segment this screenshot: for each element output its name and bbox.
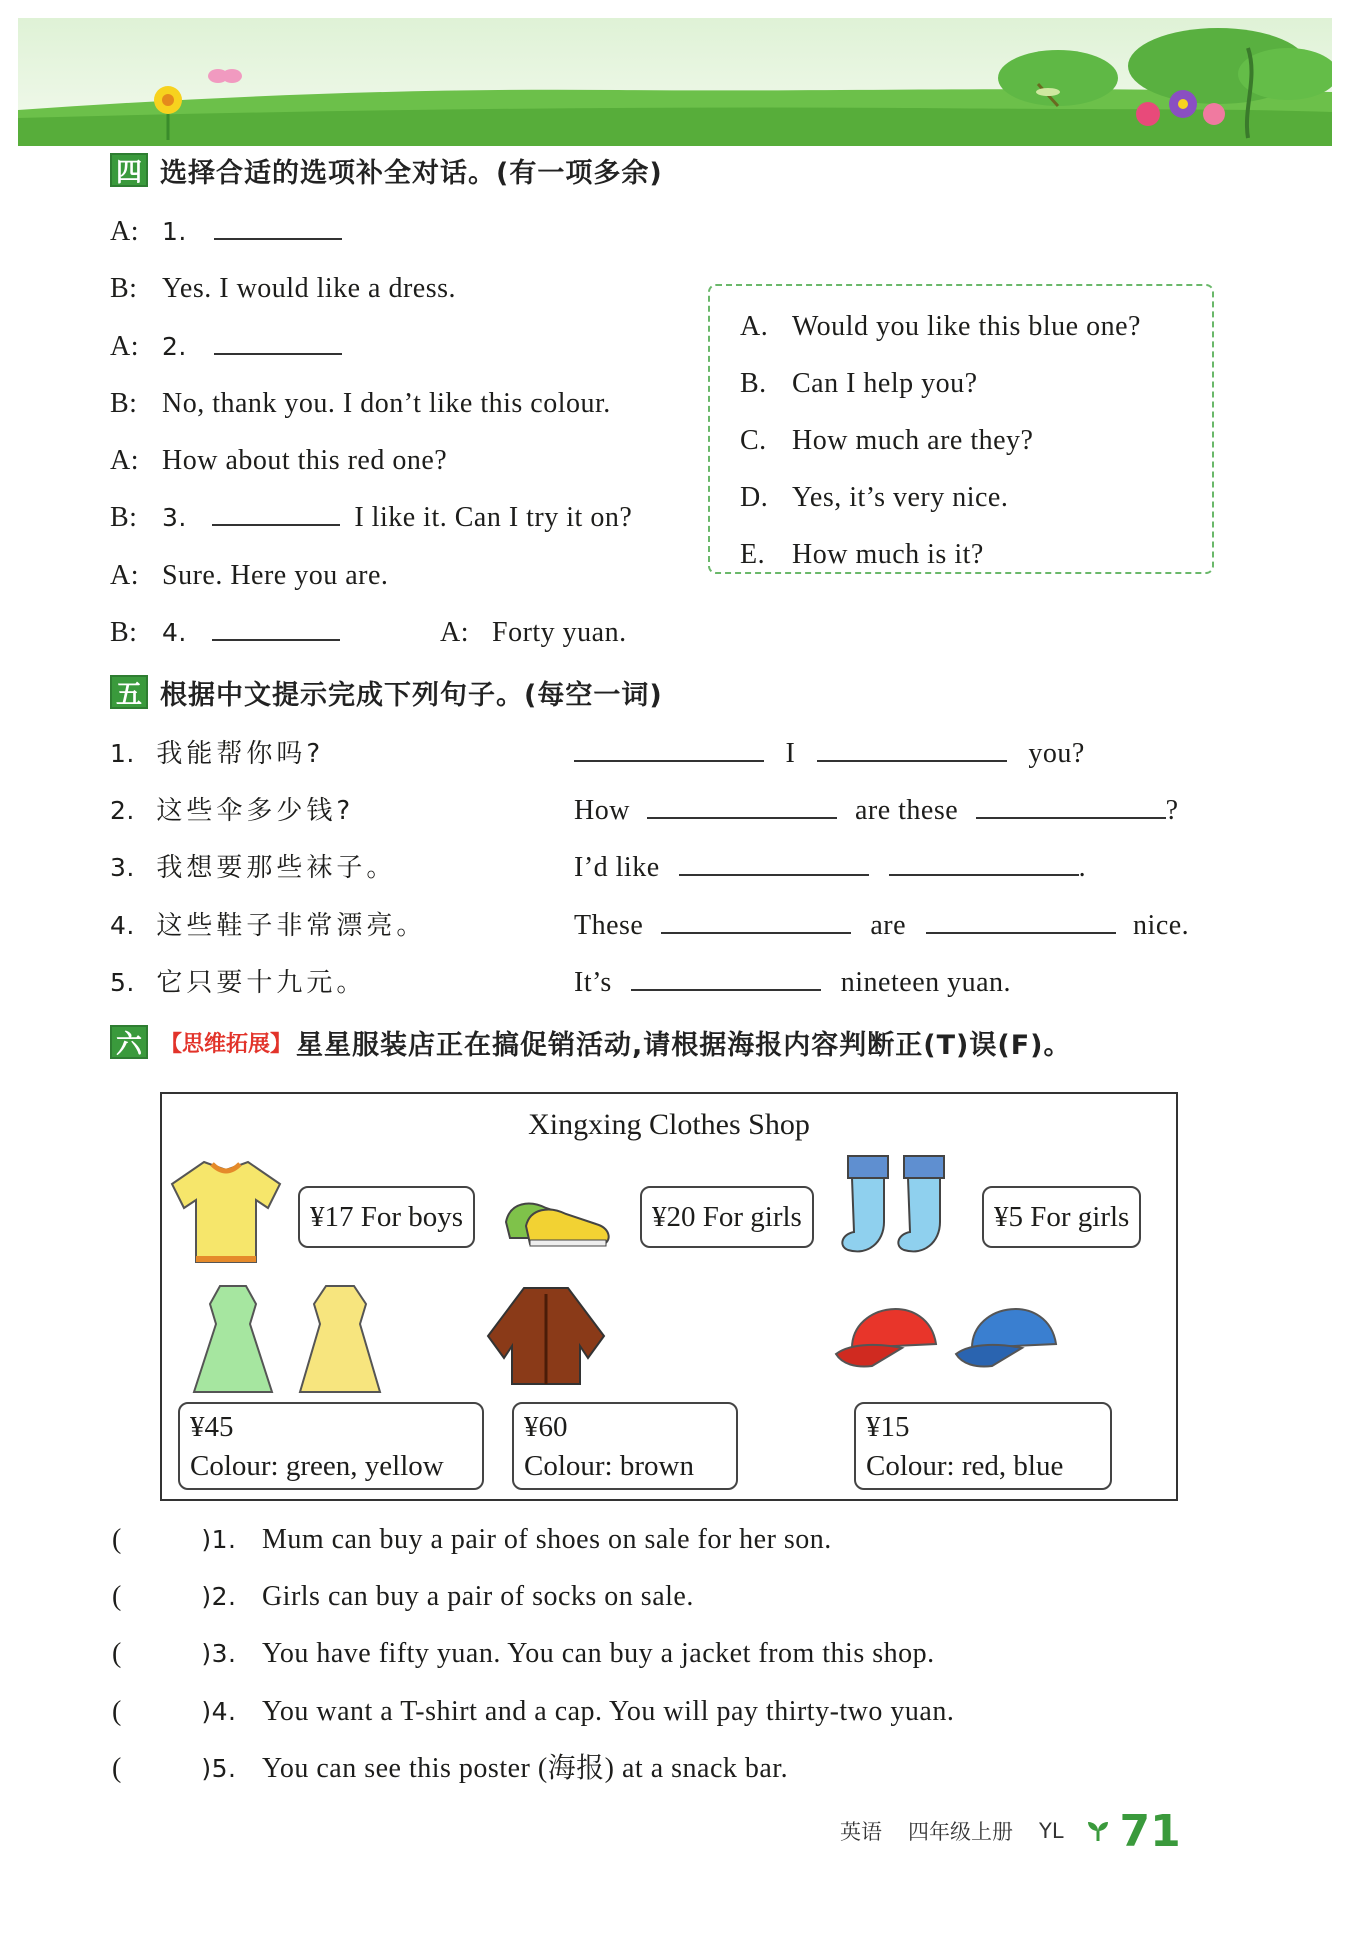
jacket-price: ¥60 [524,1411,568,1443]
section6-header [110,1022,1072,1062]
tf-item-5: ( )5. You can see this poster (海报) at a snack bar. [112,1753,789,1784]
section5-header [110,672,663,712]
footer-grade: 四年级上册 [908,1820,1013,1844]
sentence-item-1: 1. 我能帮你吗? [110,739,325,769]
sprout-icon [1086,1819,1110,1843]
sentence-english-2: How are these ? [574,795,1179,826]
tf-item-3: ( )3. You have fifty yuan. You can buy a jacket from this shop. [112,1638,935,1669]
page-number: 71 [1119,1805,1181,1857]
word-blank[interactable] [574,736,764,762]
answer-blank-2[interactable] [214,329,342,355]
dialog-line-1 [110,212,342,252]
grass-banner [18,18,1332,146]
blank-number: 4. [162,618,187,647]
sentence-english-3: I’d like . [574,852,1087,883]
word-blank[interactable] [926,908,1116,934]
tf-item-2: ( )2. Girls can buy a pair of socks on sale. [112,1581,694,1612]
dialog-text: Forty yuan. [492,617,627,648]
footer-edition: YL [1039,1819,1064,1843]
dress-info-bubble [178,1402,484,1490]
chinese-prompt: 它只要十九元。 [156,968,367,998]
tshirt-icon [168,1152,284,1268]
butterfly-icon [208,69,242,83]
dress-price: ¥45 [190,1411,234,1443]
footer-subject: 英语 [840,1820,882,1844]
blank-number: 1. [162,217,187,246]
poster-title: Xingxing Clothes Shop [528,1108,810,1141]
sentence-item-4: 4. 这些鞋子非常漂亮。 [110,911,427,941]
tshirt-price-bubble: ¥17 For boys [298,1186,475,1248]
dress-colour: Colour: green, yellow [190,1450,444,1482]
word-blank[interactable] [679,850,869,876]
dialog-text: Yes. I would like a dress. [162,273,457,304]
speaker-label: A: [110,216,139,247]
socks-price-bubble: ¥5 For girls [982,1186,1141,1248]
word-blank[interactable] [817,736,1007,762]
dialog-line-7 [110,556,388,596]
speaker-label: B: [110,502,138,533]
sentence-english-4: These are nice. [574,910,1190,941]
jacket-info-bubble [512,1402,738,1490]
sneakers-icon [500,1182,624,1252]
section6-title: 星星服装店正在搞促销活动,请根据海报内容判断正(T)误(F)。 [296,1029,1072,1061]
dialog-text: How about this red one? [162,445,448,476]
sentence-item-5: 5. 它只要十九元。 [110,968,367,998]
cap-price: ¥15 [866,1411,910,1443]
section5-number: 五 [110,675,148,709]
word-blank[interactable] [647,793,837,819]
dresses-icon [180,1280,400,1398]
speaker-label: B: [110,388,138,419]
section4-title: 选择合适的选项补全对话。(有一项多余) [160,157,663,189]
tf-item-4: ( )4. You want a T-shirt and a cap. You will pay thirty-two yuan. [112,1696,955,1727]
section4-header [110,150,663,190]
option-c[interactable]: C. How much are they? [740,425,1034,456]
chinese-prompt: 我想要那些袜子。 [156,853,397,883]
word-blank[interactable] [661,908,851,934]
option-e[interactable]: E. How much is it? [740,539,984,570]
dialog-line-8 [110,613,340,653]
caps-icon [832,1282,1082,1382]
word-blank[interactable] [631,965,821,991]
option-a[interactable]: A. Would you like this blue one? [740,311,1141,342]
option-d[interactable]: D. Yes, it’s very nice. [740,482,1009,513]
dialog-line-6 [110,498,632,538]
answer-blank-1[interactable] [214,214,342,240]
dialog-line-3 [110,327,342,367]
chinese-prompt: 我能帮你吗? [156,739,325,769]
socks-icon [838,1152,958,1262]
shop-poster [160,1092,1178,1501]
shoes-price-bubble: ¥20 For girls [640,1186,814,1248]
word-blank[interactable] [976,793,1166,819]
page-footer [840,1806,1181,1856]
speaker-label: A: [110,445,139,476]
section6-number: 六 [110,1025,148,1059]
section4-number: 四 [110,153,148,187]
blank-number: 2. [162,332,187,361]
speaker-label: A: [110,560,139,591]
speaker-label: B: [110,273,138,304]
cap-info-bubble [854,1402,1112,1490]
word-blank[interactable] [889,850,1079,876]
jacket-icon [484,1280,608,1390]
cap-colour: Colour: red, blue [866,1450,1064,1482]
dialog-reply [440,613,627,653]
section6-tag: 【思维拓展】 [160,1031,293,1057]
answer-blank-4[interactable] [212,615,340,641]
dialog-line-2 [110,269,456,309]
answer-blank-3[interactable] [212,500,340,526]
chinese-prompt: 这些伞多少钱? [156,796,355,826]
dialog-line-5 [110,441,447,481]
tf-item-1: ( )1. Mum can buy a pair of shoes on sale for her son. [112,1524,832,1555]
sentence-english-1: I you? [574,734,1085,774]
option-b[interactable]: B. Can I help you? [740,368,978,399]
options-box [708,284,1214,574]
sentence-item-3: 3. 我想要那些袜子。 [110,853,397,883]
sentence-item-2: 2. 这些伞多少钱? [110,796,355,826]
dialog-line-4 [110,384,611,424]
dialog-text: Sure. Here you are. [162,560,389,591]
chinese-prompt: 这些鞋子非常漂亮。 [156,911,427,941]
blank-number: 3. [162,503,187,532]
speaker-label: A: [440,617,469,648]
dialog-text: No, thank you. I don’t like this colour. [162,388,611,419]
sentence-english-5: It’s nineteen yuan. [574,967,1012,998]
section5-title: 根据中文提示完成下列句子。(每空一词) [160,679,663,711]
dialog-text: I like it. Can I try it on? [354,502,633,533]
speaker-label: A: [110,331,139,362]
jacket-colour: Colour: brown [524,1450,694,1482]
speaker-label: B: [110,617,138,648]
